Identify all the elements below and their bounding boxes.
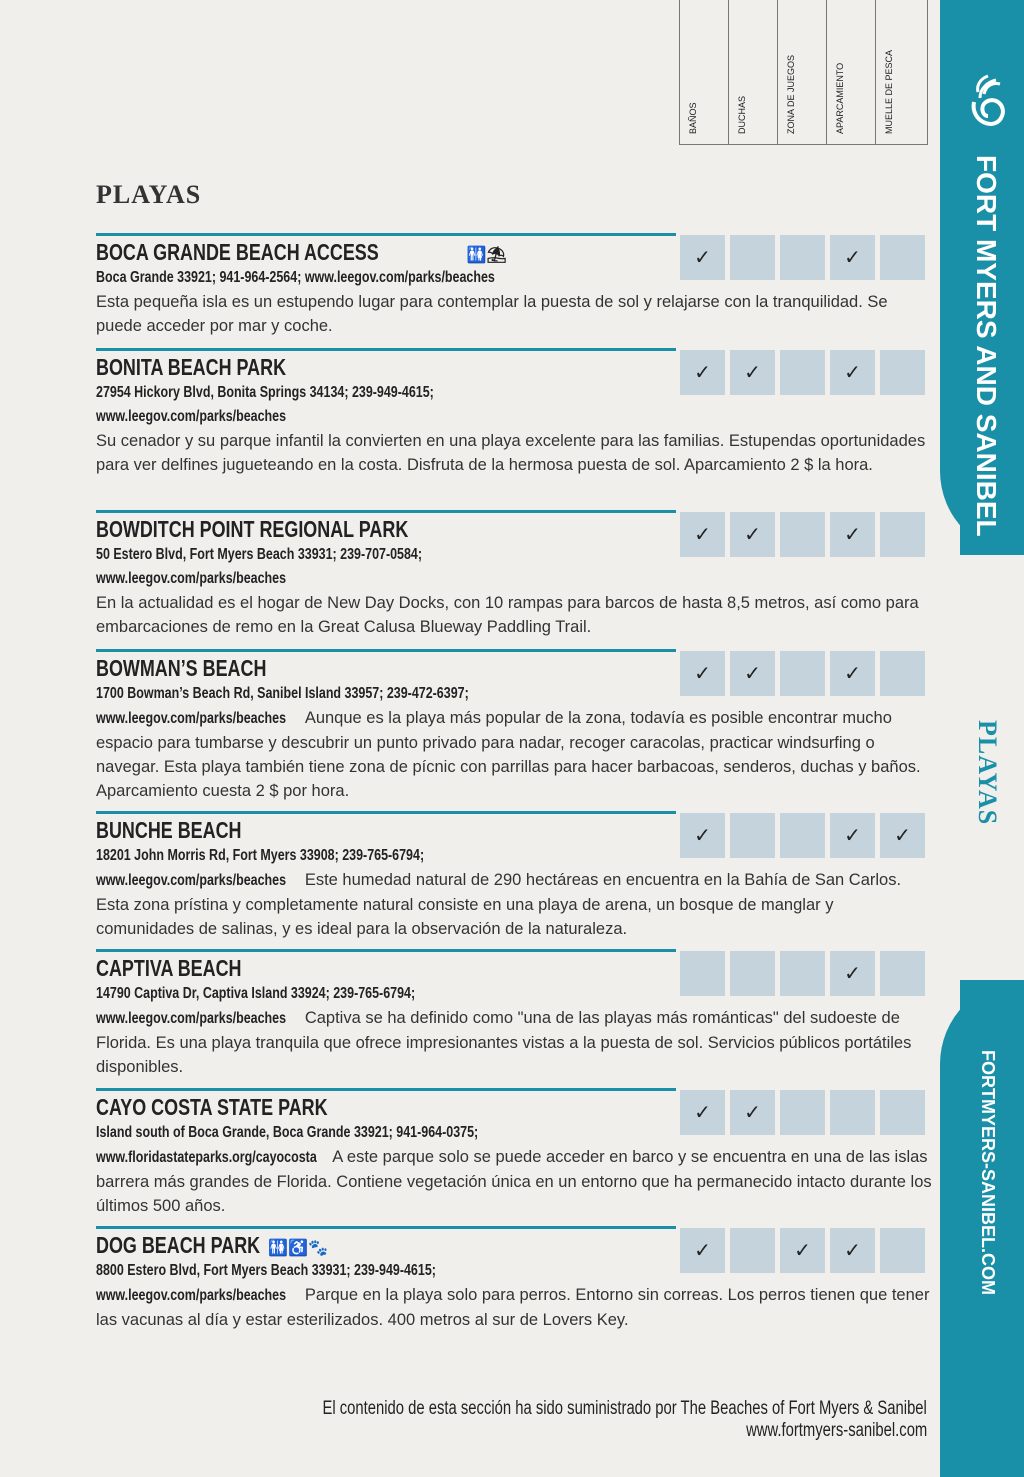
check-icon: ✓: [744, 524, 761, 546]
entry-description: En la actualidad es el hogar de New Day Docks, con 10 rampas para barcos de hasta 8,5 metros, así como para embarcaciones de remo en la Great Calusa Blueway Paddling Trail.: [96, 594, 919, 636]
entry-address: Boca Grande 33921; 941-964-2564; www.leegov.com/parks/beaches: [96, 269, 495, 286]
amenity-box-4: [830, 235, 875, 280]
column-header: [777, 0, 826, 144]
entry-address: 14790 Captiva Dr, Captiva Island 33924; 239-765-6794;: [96, 985, 416, 1002]
amenity-box-2: [730, 350, 775, 395]
check-icon: ✓: [744, 1102, 761, 1124]
check-icon: ✓: [694, 1102, 711, 1124]
amenity-box-1: [680, 1090, 725, 1135]
amenity-checkboxes: [680, 235, 925, 281]
check-icon: ✓: [694, 1240, 711, 1262]
amenity-box-2: [730, 813, 775, 858]
amenity-box-3: [780, 350, 825, 395]
column-label: APARCAMIENTO: [835, 62, 845, 134]
check-icon: ✓: [894, 825, 911, 847]
check-icon: ✓: [694, 663, 711, 685]
amenity-box-5: [880, 651, 925, 696]
entry-name: BONITA BEACH PARK: [96, 354, 287, 380]
column-header: [826, 0, 875, 144]
entry-divider: [96, 1088, 676, 1091]
amenity-box-4: [830, 512, 875, 557]
entry-description: www.floridastateparks.org/cayocosta A este parque solo se puede acceder en barco y se encuentra en una de las islas barrera más grandes de Florida. Contiene vegetación única en un entorno que ha permanecido intacto durante los últimos 500 años.: [96, 1148, 932, 1215]
amenity-box-4: [830, 1228, 875, 1273]
amenity-box-5: [880, 813, 925, 858]
amenity-box-1: [680, 235, 725, 280]
amenity-box-3: [780, 951, 825, 996]
check-icon: ✓: [794, 1240, 811, 1262]
amenity-checkboxes: [680, 1090, 925, 1136]
amenity-checkboxes: [680, 651, 925, 697]
amenity-box-5: [880, 951, 925, 996]
amenity-box-4: [830, 1090, 875, 1135]
column-label: BAÑOS: [688, 102, 698, 134]
amenity-checkboxes: [680, 1228, 925, 1274]
entry-description: Su cenador y su parque infantil la convierten en una playa excelente para las familias. Estupendas oportunidades para ver delfines jugueteando en la costa. Disfruta de la hermosa puesta de sol. Aparcamiento 2 $ la hora.: [96, 432, 926, 474]
seashell-logo-icon: [966, 72, 1006, 136]
amenity-box-2: [730, 651, 775, 696]
entry-name: BOWDITCH POINT REGIONAL PARK: [96, 516, 409, 542]
check-icon: ✓: [694, 524, 711, 546]
entry-name: CAYO COSTA STATE PARK: [96, 1094, 328, 1120]
entry-url: www.leegov.com/parks/beaches: [96, 872, 287, 889]
amenity-box-5: [880, 235, 925, 280]
amenity-column-headers: [679, 0, 928, 145]
entry-address: 8800 Estero Blvd, Fort Myers Beach 33931; 239-949-4615;: [96, 1262, 436, 1279]
entry-description: www.leegov.com/parks/beaches Parque en la playa solo para perros. Entorno sin correas. Los perros tienen que tener las vacunas al día y estar esterilizados. 400 metros al sur de Lovers Key.: [96, 1286, 930, 1329]
entry-name: CAPTIVA BEACH: [96, 955, 242, 981]
check-icon: ✓: [844, 362, 861, 384]
amenity-checkboxes: [680, 350, 925, 396]
column-header: [875, 0, 928, 144]
check-icon: ✓: [694, 247, 711, 269]
entry-description: www.leegov.com/parks/beaches Este humedad natural de 290 hectáreas en encuentra en la Bahía de San Carlos. Esta zona prístina y completamente natural consiste en una playa de arena, un bosque de manglar y comunidades de salinas, y es ideal para la observación de la naturaleza.: [96, 871, 902, 938]
entry-divider: [96, 510, 676, 513]
entry-divider: [96, 233, 676, 236]
entry-url: www.leegov.com/parks/beaches: [96, 570, 287, 587]
entry-url: www.leegov.com/parks/beaches: [96, 1287, 287, 1304]
page-title: PLAYAS: [96, 180, 202, 209]
sidebar-url: FORTMYERS-SANIBEL.COM: [978, 1050, 998, 1295]
amenity-box-2: [730, 512, 775, 557]
entry-divider: [96, 1226, 676, 1229]
entry-name: BOCA GRANDE BEACH ACCESS 🚻⛱: [96, 239, 507, 265]
entry-description: www.leegov.com/parks/beaches Aunque es la playa más popular de la zona, todavía es posible encontrar mucho espacio para tumbarse y descubrir un punto privado para nadar, recoger caracolas, practicar windsurfing o navegar. Esta playa también tiene zona de pícnic con parrillas para hacer barbacoas, senderos, duchas y baños. Aparcamiento cuesta 2 $ por hora.: [96, 709, 921, 800]
amenity-box-1: [680, 951, 725, 996]
amenity-checkboxes: [680, 813, 925, 859]
entry-address: Island south of Boca Grande, Boca Grande 33921; 941-964-0375;: [96, 1124, 479, 1141]
amenity-box-5: [880, 1228, 925, 1273]
check-icon: ✓: [844, 825, 861, 847]
check-icon: ✓: [844, 963, 861, 985]
entry-divider: [96, 949, 676, 952]
column-label: DUCHAS: [737, 95, 747, 134]
entry-address: 27954 Hickory Blvd, Bonita Springs 34134; 239-949-4615;: [96, 384, 434, 401]
entry-name: DOG BEACH PARK 🚻♿🐾: [96, 1232, 329, 1258]
column-label: MUELLE DE PESCA: [884, 49, 894, 134]
amenity-box-5: [880, 1090, 925, 1135]
column-header: [679, 0, 728, 144]
amenity-box-1: [680, 813, 725, 858]
entry-url: www.floridastateparks.org/cayocosta: [96, 1149, 317, 1166]
amenity-box-4: [830, 951, 875, 996]
column-header: [728, 0, 777, 144]
amenity-box-3: [780, 235, 825, 280]
amenity-box-1: [680, 512, 725, 557]
sidebar-brand: FORT MYERS AND SANIBEL: [971, 155, 1002, 537]
amenity-box-3: [780, 1090, 825, 1135]
sidebar-section-label: PLAYAS: [973, 720, 1002, 826]
entry-divider: [96, 811, 676, 814]
check-icon: ✓: [694, 825, 711, 847]
entry-name: BUNCHE BEACH: [96, 817, 242, 843]
check-icon: ✓: [744, 362, 761, 384]
entry-divider: [96, 348, 676, 351]
entry-name: BOWMAN’S BEACH: [96, 655, 267, 681]
amenity-box-4: [830, 350, 875, 395]
amenity-box-4: [830, 651, 875, 696]
entry-divider: [96, 649, 676, 652]
amenity-box-2: [730, 1090, 775, 1135]
check-icon: ✓: [844, 524, 861, 546]
amenity-box-2: [730, 951, 775, 996]
amenity-box-1: [680, 350, 725, 395]
amenity-box-3: [780, 651, 825, 696]
entry-description: Esta pequeña isla es un estupendo lugar para contemplar la puesta de sol y relajarse con la tranquilidad. Se puede acceder por mar y coche.: [96, 293, 888, 335]
amenity-checkboxes: [680, 951, 925, 997]
entry-address: 1700 Bowman’s Beach Rd, Sanibel Island 33957; 239-472-6397;: [96, 685, 469, 702]
check-icon: ✓: [744, 663, 761, 685]
check-icon: ✓: [694, 362, 711, 384]
amenity-box-3: [780, 1228, 825, 1273]
footer-url: www.fortmyers-sanibel.com: [745, 1420, 927, 1441]
check-icon: ✓: [844, 663, 861, 685]
column-label: ZONA DE JUEGOS: [786, 54, 796, 134]
amenity-box-3: [780, 512, 825, 557]
check-icon: ✓: [844, 247, 861, 269]
amenity-box-1: [680, 1228, 725, 1273]
amenity-checkboxes: [680, 512, 925, 558]
amenity-icons: 🚻♿🐾: [268, 1240, 329, 1257]
entry-description: www.leegov.com/parks/beaches Captiva se ha definido como "una de las playas más románticas" del sudoeste de Florida. Es una playa tranquila que ofrece impresionantes vistas a la puesta de sol. Servicios públicos portátiles disponibles.: [96, 1009, 912, 1076]
amenity-box-4: [830, 813, 875, 858]
amenity-box-5: [880, 512, 925, 557]
amenity-box-1: [680, 651, 725, 696]
entry-address: 18201 John Morris Rd, Fort Myers 33908; 239-765-6794;: [96, 847, 425, 864]
check-icon: ✓: [844, 1240, 861, 1262]
footer-credit: El contenido de esta sección ha sido suministrado por The Beaches of Fort Myers & Sanibel: [322, 1398, 927, 1419]
amenity-icons: 🚻⛱: [466, 247, 507, 264]
entry-url: www.leegov.com/parks/beaches: [96, 710, 287, 727]
entry-url: www.leegov.com/parks/beaches: [96, 408, 287, 425]
amenity-box-2: [730, 235, 775, 280]
amenity-box-5: [880, 350, 925, 395]
entry-address: 50 Estero Blvd, Fort Myers Beach 33931; 239-707-0584;: [96, 546, 423, 563]
amenity-box-2: [730, 1228, 775, 1273]
entry-url: www.leegov.com/parks/beaches: [96, 1010, 287, 1027]
amenity-box-3: [780, 813, 825, 858]
